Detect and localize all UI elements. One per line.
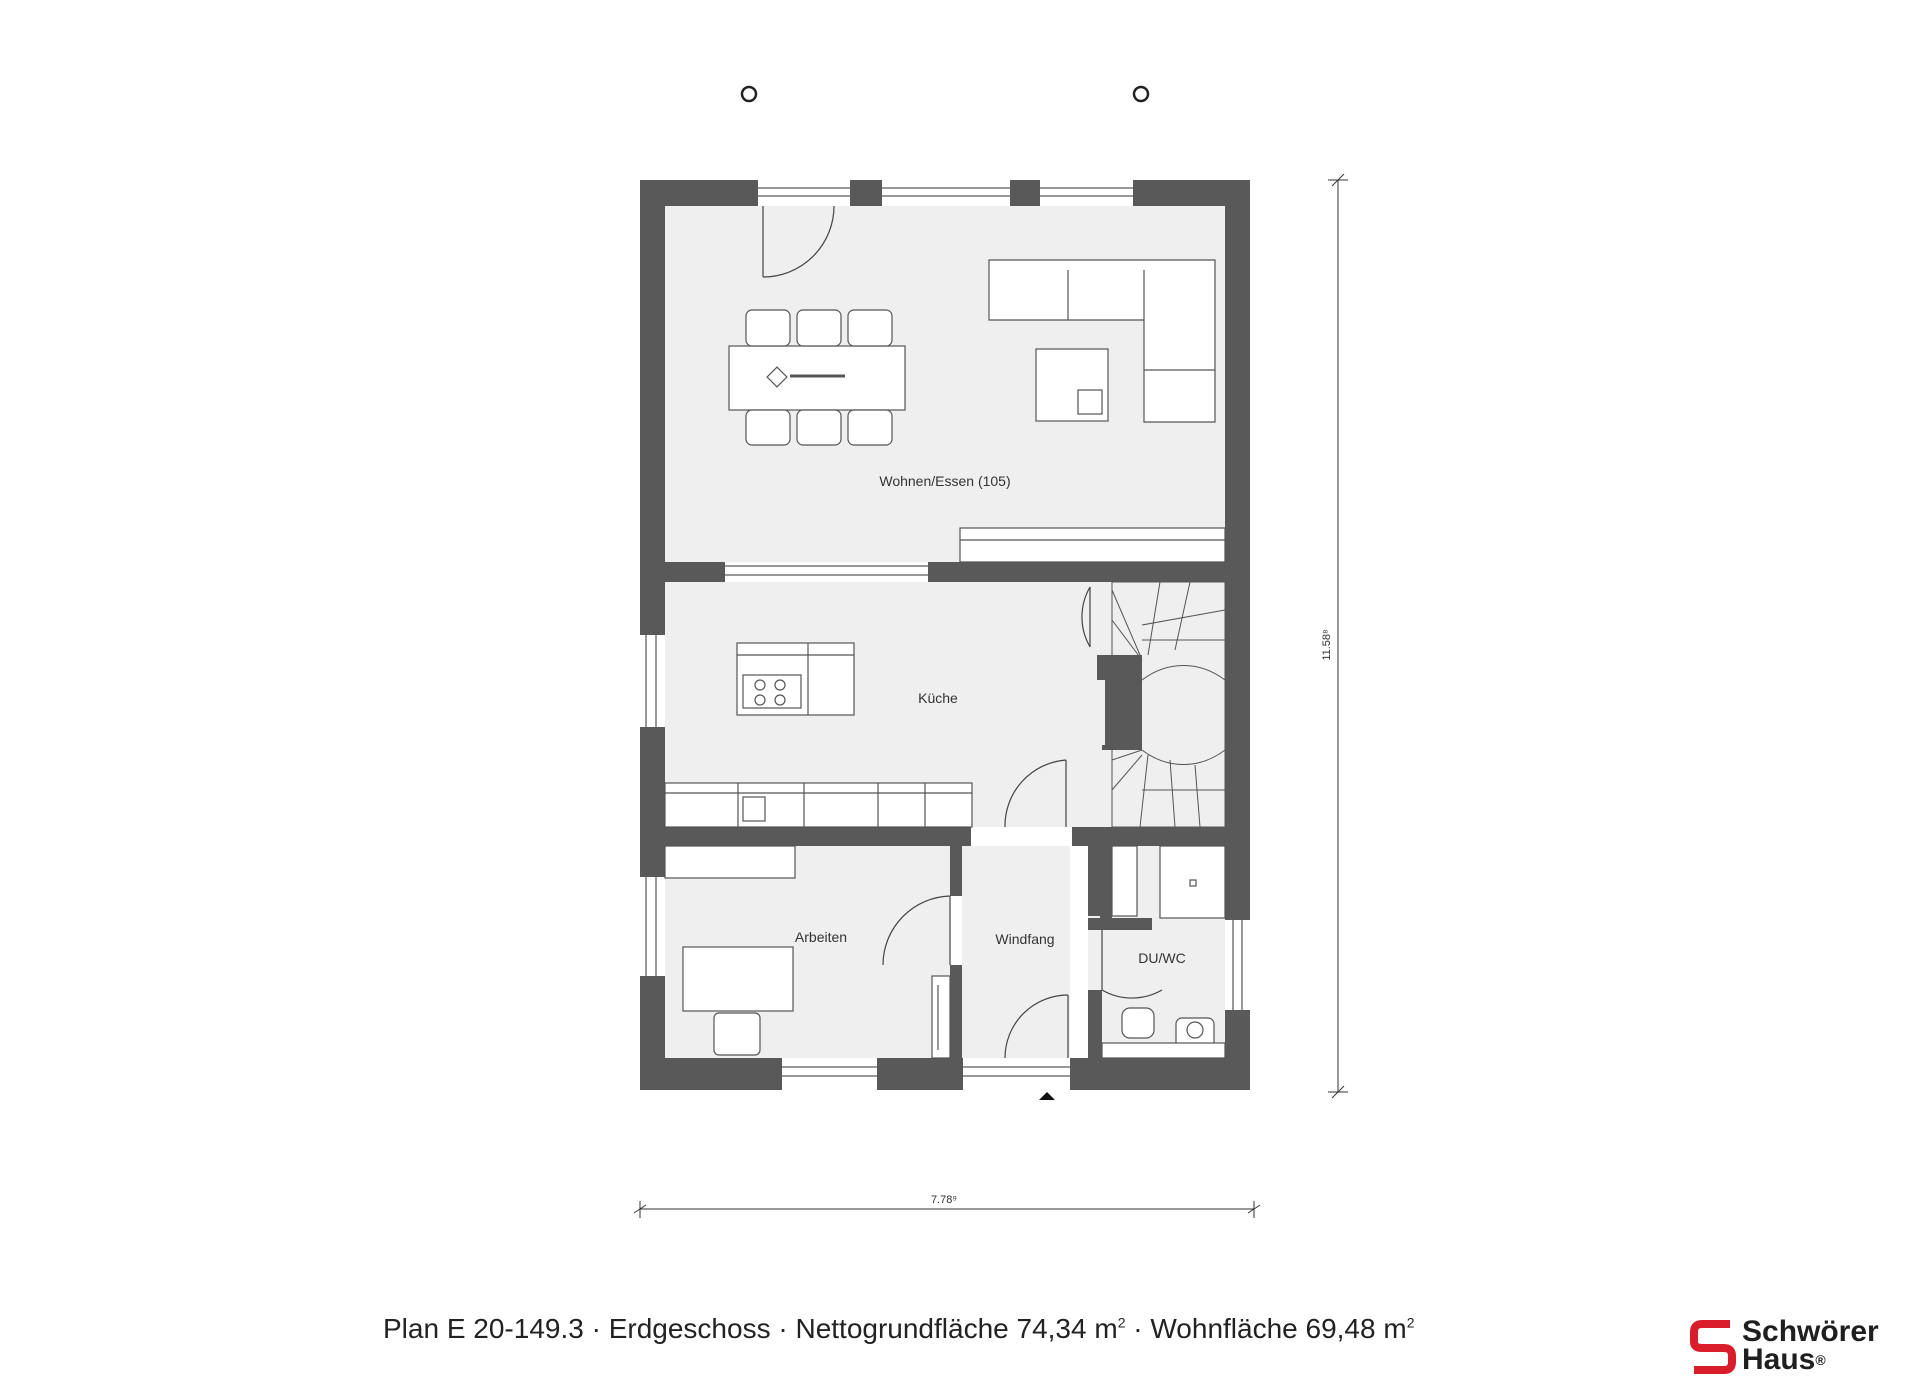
room-label-arbeiten: Arbeiten <box>794 929 848 945</box>
caption-separator: · <box>770 1313 796 1344</box>
logo-line1: Schwörer <box>1742 1315 1879 1348</box>
sideboard <box>960 528 1225 562</box>
caption-separator: · <box>1125 1313 1151 1344</box>
caption-plan-number: Plan E 20-149.3 <box>383 1313 584 1344</box>
logo-s-icon <box>1690 1318 1736 1376</box>
caption-separator: · <box>583 1313 609 1344</box>
dimension-width-label: 7.78⁹ <box>930 1194 958 1206</box>
caption-living-area: Wohnfläche 69,48 m <box>1150 1313 1407 1344</box>
dining-set <box>729 310 905 445</box>
room-label-kueche: Küche <box>918 690 958 706</box>
logo-line2: Haus <box>1742 1343 1816 1376</box>
caption-net-area: Nettogrundfläche 74,34 m <box>795 1313 1118 1344</box>
schwoerer-haus-logo <box>1690 1315 1910 1378</box>
logo-registered: ® <box>1815 1352 1826 1368</box>
dimension-height-label: 11.58⁸ <box>1321 629 1333 661</box>
caption-sup: 2 <box>1406 1314 1415 1331</box>
entrance-arrow-icon <box>1039 1092 1055 1100</box>
outdoor-lamp-left <box>742 87 756 101</box>
caption-floor: Erdgeschoss <box>608 1313 771 1344</box>
caption-sup: 2 <box>1117 1314 1126 1331</box>
room-label-dusche-wc: DU/WC <box>1138 950 1186 966</box>
logo-wordmark <box>1742 1315 1879 1376</box>
plan-caption <box>383 1313 1414 1345</box>
room-label-wohnen: Wohnen/Essen (105) <box>879 473 1011 489</box>
outdoor-lamp-right <box>1134 87 1148 101</box>
room-label-windfang: Windfang <box>995 931 1055 947</box>
